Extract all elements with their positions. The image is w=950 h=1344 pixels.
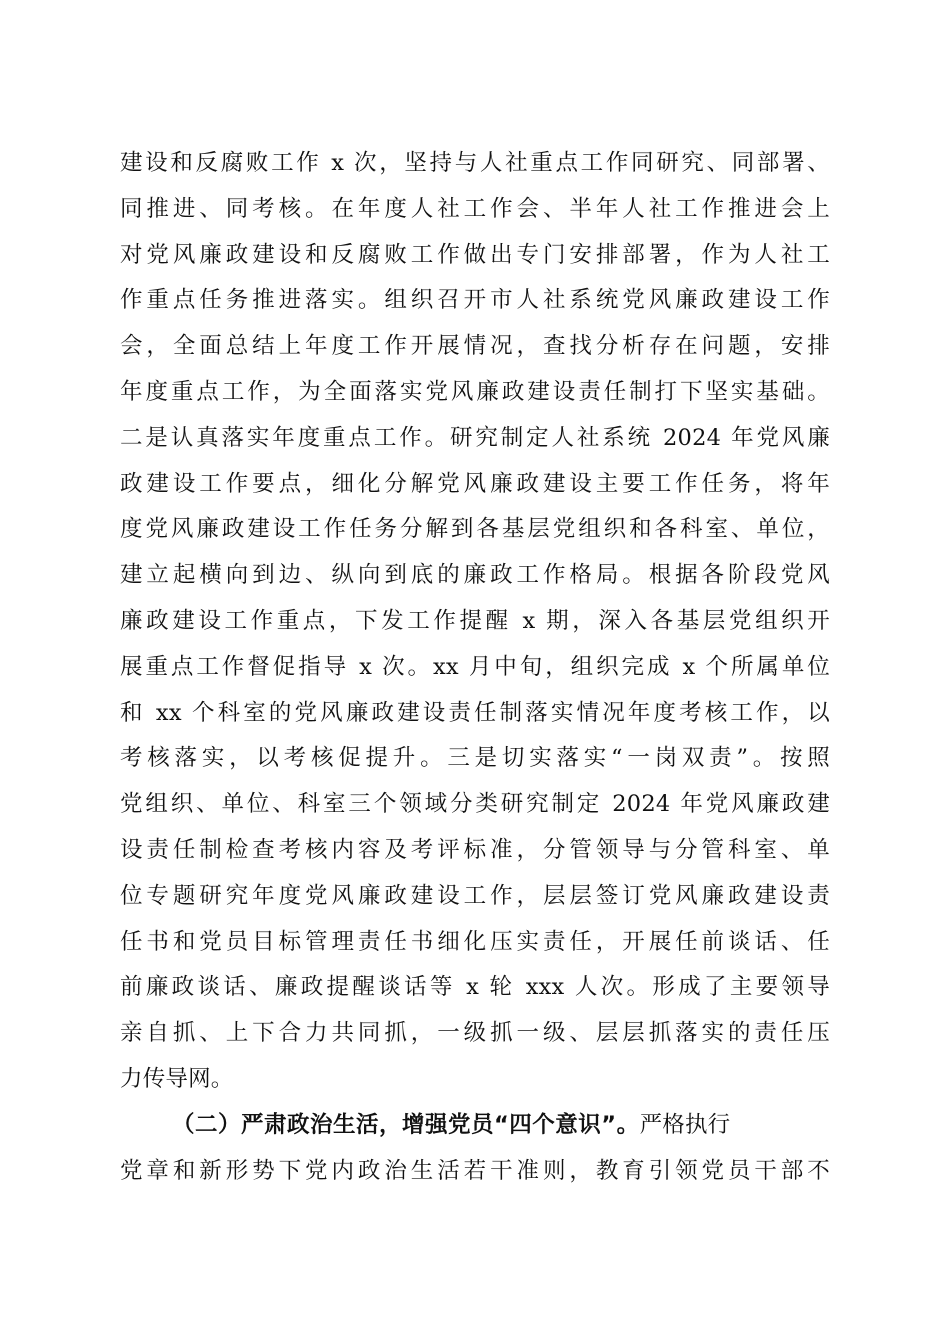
paragraph-line: 展重点工作督促指导 x 次。xx 月中旬，组织完成 x 个所属单位	[120, 653, 830, 680]
paragraph-line: 党组织、单位、科室三个领域分类研究制定 2024 年党风廉政建	[120, 791, 830, 818]
paragraph-line: 任书和党员目标管理责任书细化压实责任，开展任前谈话、任	[120, 928, 830, 955]
paragraph-line: 前廉政谈话、廉政提醒谈话等 x 轮 xxx 人次。形成了主要领导	[120, 974, 830, 1001]
paragraph-line: 考核落实，以考核促提升。三是切实落实“一岗双责”。按照	[120, 745, 830, 772]
paragraph-line: 建立起横向到边、纵向到底的廉政工作格局。根据各阶段党风	[120, 562, 830, 589]
paragraph-line: 会，全面总结上年度工作开展情况，查找分析存在问题，安排	[120, 333, 830, 360]
paragraph-line: 和 xx 个科室的党风廉政建设责任制落实情况年度考核工作，以	[120, 699, 830, 726]
paragraph-line: 建设和反腐败工作 x 次，坚持与人社重点工作同研究、同部署、	[120, 150, 830, 176]
paragraph-last-line: 力传导网。	[120, 1065, 234, 1092]
paragraph-line: 同推进、同考核。在年度人社工作会、半年人社工作推进会上	[120, 195, 830, 222]
paragraph-line: 设责任制检查考核内容及考评标准，分管领导与分管科室、单	[120, 836, 830, 863]
paragraph-line: 作重点任务推进落实。组织召开市人社系统党风廉政建设工作	[120, 287, 830, 314]
paragraph-line: 党章和新形势下党内政治生活若干准则，教育引领党员干部不	[120, 1157, 830, 1184]
paragraph-line: 度党风廉政建设工作任务分解到各基层党组织和各科室、单位，	[120, 516, 830, 543]
paragraph-line: 廉政建设工作重点，下发工作提醒 x 期，深入各基层党组织开	[120, 607, 830, 634]
section-heading: （二）严肃政治生活，增强党员“四个意识”。	[172, 1111, 640, 1138]
paragraph-line: 二是认真落实年度重点工作。研究制定人社系统 2024 年党风廉	[120, 424, 830, 451]
document-body	[120, 141, 830, 1194]
paragraph-line: 年度重点工作，为全面落实党风廉政建设责任制打下坚实基础。	[120, 378, 830, 405]
paragraph-line: 位专题研究年度党风廉政建设工作，层层签订党风廉政建设责	[120, 882, 830, 909]
section-heading-continuation: 严格执行	[639, 1111, 731, 1138]
paragraph-line: 对党风廉政建设和反腐败工作做出专门安排部署，作为人社工	[120, 241, 830, 268]
paragraph-line: 亲自抓、上下合力共同抓，一级抓一级、层层抓落实的责任压	[120, 1020, 830, 1047]
paragraph-line: 政建设工作要点，细化分解党风廉政建设主要工作任务，将年	[120, 470, 830, 497]
section-heading-line	[120, 1103, 830, 1149]
